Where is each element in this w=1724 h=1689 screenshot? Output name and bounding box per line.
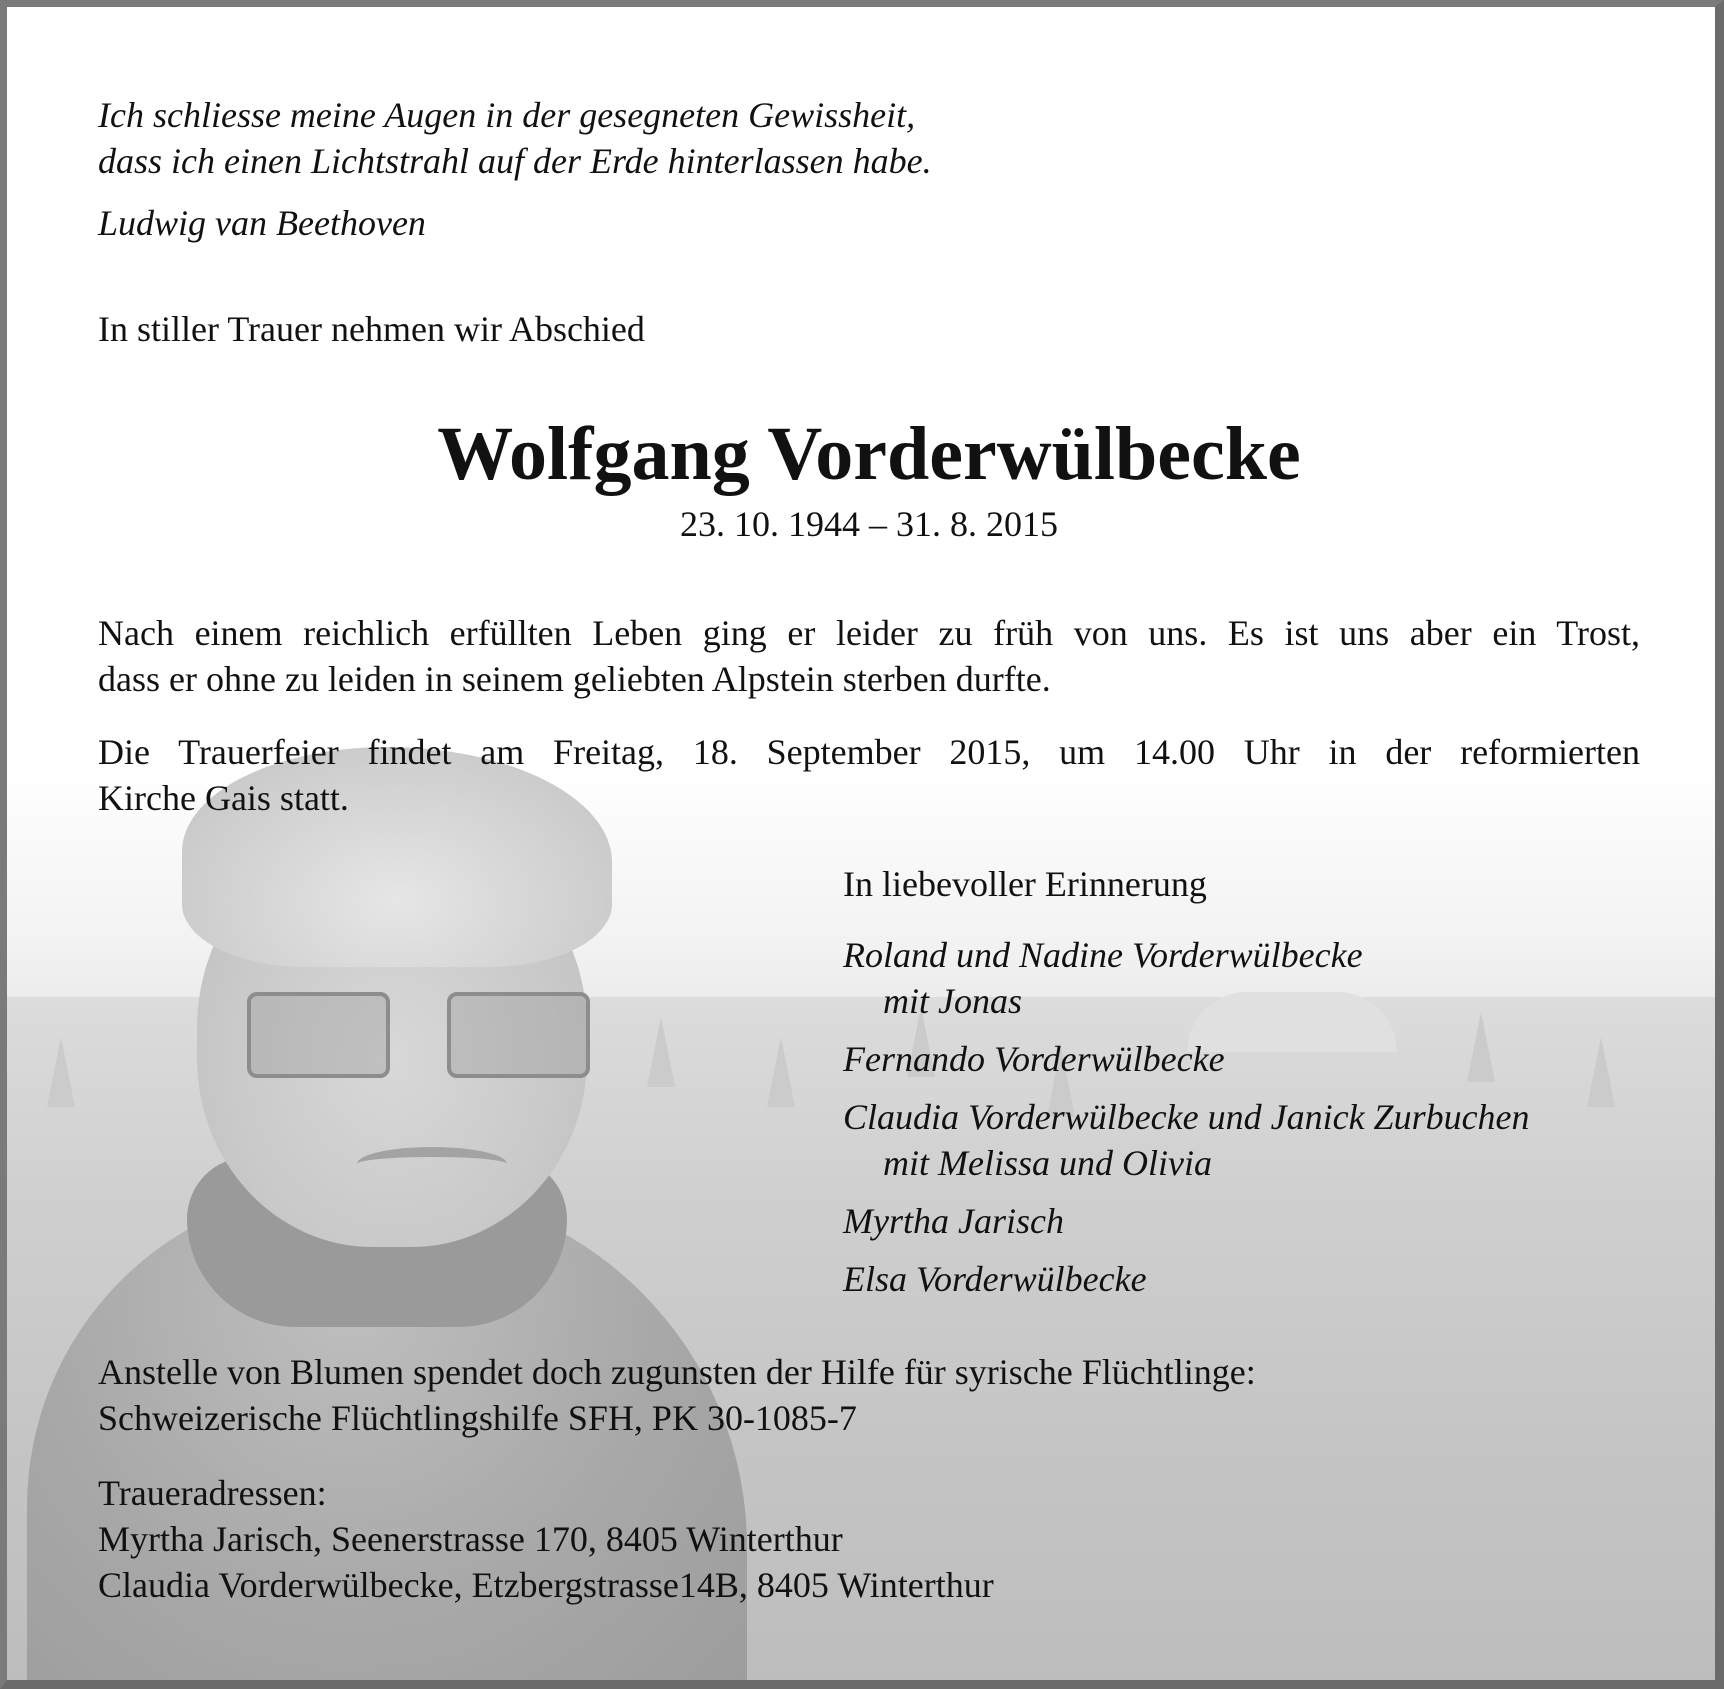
intro-text: In stiller Trauer nehmen wir Abschied bbox=[98, 309, 645, 349]
family-member-children: mit Jonas bbox=[883, 981, 1022, 1021]
address-line: Claudia Vorderwülbecke, Etzbergstrasse14B, 8405 Winterthur bbox=[98, 1565, 994, 1605]
donation-line: Schweizerische Flüchtlingshilfe SFH, PK 30-1085-7 bbox=[98, 1398, 857, 1438]
paragraph-funeral bbox=[98, 729, 1640, 821]
photo-tree bbox=[47, 1037, 75, 1107]
paragraph-line: Nach einem reichlich erfüllten Leben ging er leider zu früh von uns. Es ist uns aber ein Trost, bbox=[98, 613, 1640, 653]
quote-block bbox=[98, 92, 932, 184]
quote-author: Ludwig van Beethoven bbox=[98, 203, 426, 243]
family-member: Fernando Vorderwülbecke bbox=[843, 1039, 1225, 1079]
family-member: Claudia Vorderwülbecke und Janick Zurbuchen bbox=[843, 1097, 1530, 1137]
photo-tree bbox=[767, 1037, 795, 1107]
photo-tree bbox=[647, 1017, 675, 1087]
deceased-name: Wolfgang Vorderwülbecke bbox=[437, 412, 1301, 496]
family-member-children: mit Melissa und Olivia bbox=[883, 1143, 1212, 1183]
family-member: Myrtha Jarisch bbox=[843, 1201, 1064, 1241]
photo-tree bbox=[1587, 1037, 1615, 1107]
quote-line: Ich schliesse meine Augen in der gesegneten Gewissheit, bbox=[98, 95, 916, 135]
paragraph-line: Kirche Gais statt. bbox=[98, 778, 349, 818]
life-dates: 23. 10. 1944 – 31. 8. 2015 bbox=[680, 504, 1058, 544]
photo-person-mouth bbox=[357, 1147, 507, 1181]
donation-line: Anstelle von Blumen spendet doch zugunsten der Hilfe für syrische Flüchtlinge: bbox=[98, 1352, 1256, 1392]
family-list bbox=[843, 932, 1530, 1302]
donation-note bbox=[98, 1349, 1256, 1441]
mourning-addresses bbox=[98, 1470, 994, 1608]
photo-person-glasses-right bbox=[447, 992, 590, 1078]
paragraph-line: Die Trauerfeier findet am Freitag, 18. September 2015, um 14.00 Uhr in der reformierten bbox=[98, 732, 1640, 772]
family-member: Elsa Vorderwülbecke bbox=[843, 1259, 1147, 1299]
address-line: Myrtha Jarisch, Seenerstrasse 170, 8405 Winterthur bbox=[98, 1519, 843, 1559]
paragraph-line: dass er ohne zu leiden in seinem geliebten Alpstein sterben durfte. bbox=[98, 659, 1051, 699]
memory-heading: In liebevoller Erinnerung bbox=[843, 864, 1207, 904]
addresses-heading: Traueradressen: bbox=[98, 1473, 327, 1513]
quote-line: dass ich einen Lichtstrahl auf der Erde hinterlassen habe. bbox=[98, 141, 932, 181]
family-member: Roland und Nadine Vorderwülbecke bbox=[843, 935, 1363, 975]
photo-person-glasses-left bbox=[247, 992, 390, 1078]
paragraph-life bbox=[98, 610, 1640, 702]
